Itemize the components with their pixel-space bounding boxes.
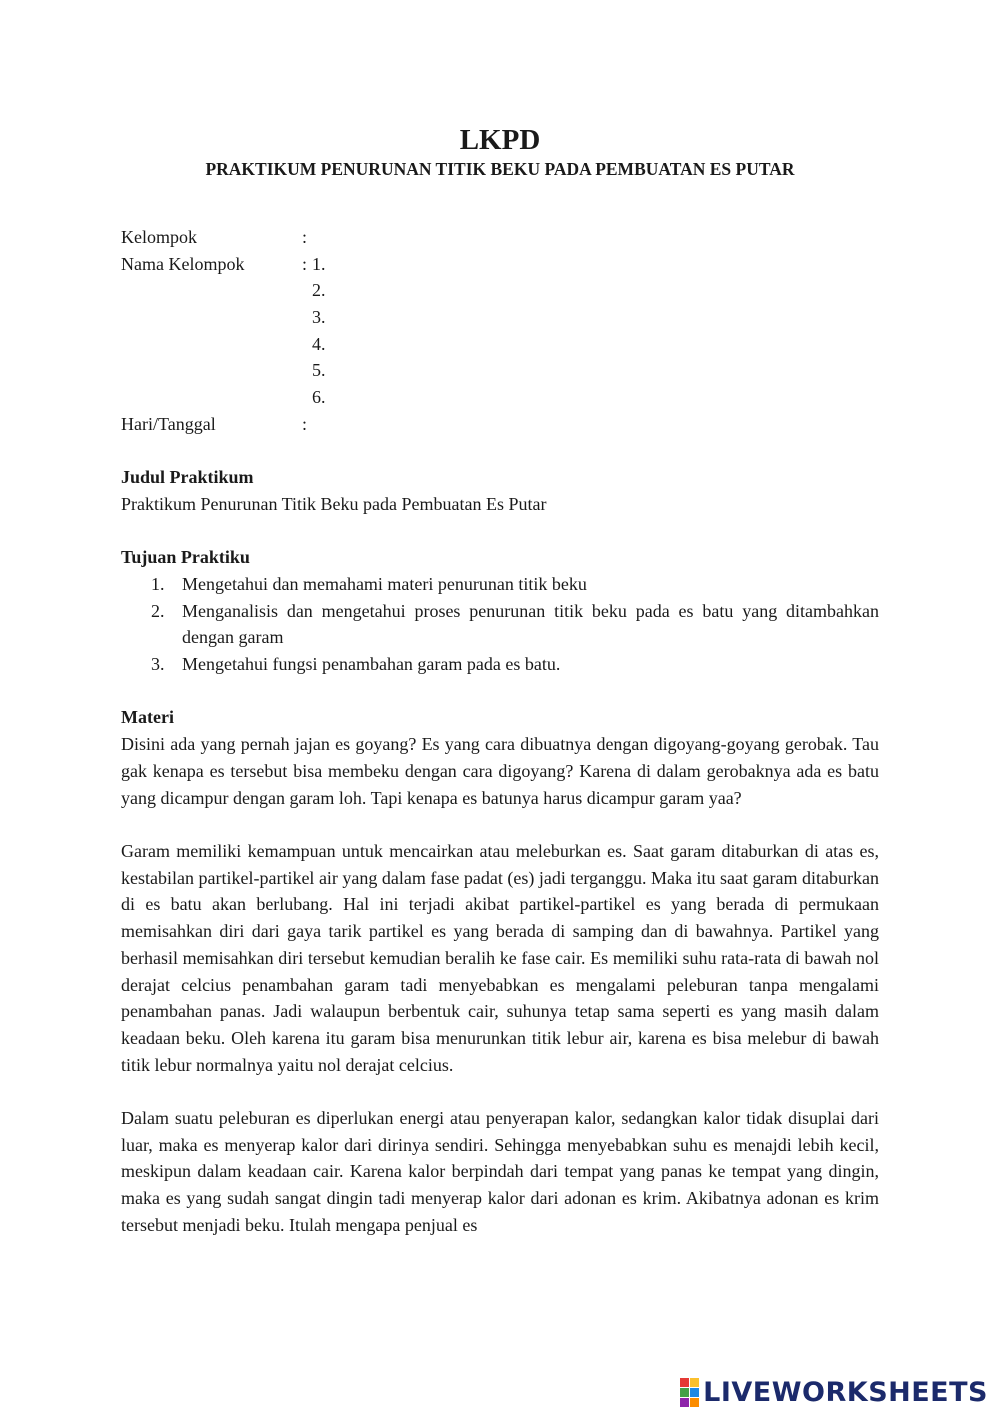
list-item-text: Menganalisis dan mengetahui proses penurunan titik beku pada es batu yang ditambahkan dengan garam bbox=[182, 600, 879, 648]
tanggal-label: Hari/Tanggal bbox=[121, 413, 216, 434]
worksheet-content bbox=[121, 224, 879, 1239]
materi-paragraph: Disini ada yang pernah jajan es goyang? Es yang cara dibuatnya dengan digoyang-goyang gerobak. Tau gak kenapa es tersebut bisa membeku dengan cara digoyang? Karena di dalam gerobaknya ada es batu yang dicampur dengan garam loh. Tapi kenapa es batunya harus dicampur garam yaa? bbox=[121, 734, 879, 808]
nama-kelompok-row bbox=[121, 251, 879, 278]
member-number: 5. bbox=[312, 360, 326, 381]
materi-paragraph: Dalam suatu peleburan es diperlukan energi atau penyerapan kalor, sedangkan kalor tidak disuplai dari luar, maka es menyerap kalor dari dirinya sendiri. Sehingga menyebabkan suhu es menajdi lebih kecil, meskipun dalam keadaan cair. Karena kalor berpindah dari tempat yang panas ke tempat yang dingin, maka es yang sudah sangat dingin tadi menyerap kalor dari adonan es krim. Akibatnya adonan es krim tersebut menjadi beku. Itulah mengapa penjual es bbox=[121, 1108, 879, 1235]
tanggal-separator: : bbox=[302, 413, 308, 434]
list-item bbox=[121, 598, 879, 651]
list-item-number: 2. bbox=[151, 600, 165, 621]
list-item-number: 1. bbox=[151, 573, 165, 594]
nama-kelompok-separator: : bbox=[302, 253, 308, 274]
judul-heading: Judul Praktikum bbox=[121, 467, 254, 488]
page-subtitle: PRAKTIKUM PENURUNAN TITIK BEKU PADA PEMBUATAN ES PUTAR bbox=[205, 159, 795, 179]
liveworksheets-logo bbox=[680, 1375, 988, 1409]
member-row bbox=[121, 384, 879, 411]
member-row bbox=[121, 357, 879, 384]
logo-square bbox=[680, 1398, 689, 1407]
kelompok-separator: : bbox=[302, 227, 308, 247]
tanggal-row bbox=[121, 411, 879, 438]
member-row bbox=[121, 277, 879, 304]
page-title: LKPD bbox=[459, 124, 541, 156]
member-number: 4. bbox=[312, 333, 326, 354]
logo-square bbox=[680, 1388, 689, 1397]
list-item-number: 3. bbox=[151, 654, 165, 675]
materi-paragraph: Garam memiliki kemampuan untuk mencairkan atau meleburkan es. Saat garam ditaburkan di atas es, kestabilan partikel-partikel air yang dalam fase padat (es) jadi terganggu. Maka itu saat garam ditaburkan di es batu akan berlubang. Hal ini terjadi akibat partikel-partikel es yang berada di permukaan memisahkan diri dari gaya tarik partikel es yang berada di samping dan di bawahnya. Partikel yang berhasil memisahkan diri tersebut kemudian beralih ke fase cair. Es memiliki suhu rata-rata di bawah nol derajat celcius penambahan garam tadi menyebabkan es mengalami peleburan tanpa mengalami penambahan panas. Jadi walaupun berbentuk cair, suhunya tetap sama seperti es yang masih dalam keadaan beku. Oleh karena itu garam bisa menurunkan titik lebur air, karena es bisa melebur di bawah titik lebur normalnya yaitu nol derajat celcius. bbox=[121, 840, 879, 1075]
member-number: 6. bbox=[312, 387, 326, 408]
logo-mark-icon bbox=[680, 1378, 699, 1407]
member-number: 1. bbox=[312, 253, 326, 274]
list-item-text: Mengetahui fungsi penambahan garam pada es batu. bbox=[182, 654, 561, 675]
list-item bbox=[121, 651, 879, 678]
judul-text: Praktikum Penurunan Titik Beku pada Pembuatan Es Putar bbox=[121, 493, 547, 514]
member-number: 3. bbox=[312, 307, 326, 328]
logo-square bbox=[690, 1388, 699, 1397]
nama-kelompok-label: Nama Kelompok bbox=[121, 253, 245, 274]
tujuan-list bbox=[121, 571, 879, 678]
list-item-text: Mengetahui dan memahami materi penurunan titik beku bbox=[182, 573, 587, 594]
member-row bbox=[121, 331, 879, 358]
member-row bbox=[121, 304, 879, 331]
logo-text: LIVEWORKSHEETS bbox=[703, 1376, 988, 1408]
logo-square bbox=[690, 1378, 699, 1387]
tujuan-heading: Tujuan Praktiku bbox=[121, 547, 250, 568]
materi-heading: Materi bbox=[121, 707, 174, 728]
list-item bbox=[121, 571, 879, 598]
logo-square bbox=[690, 1398, 699, 1407]
logo-square bbox=[680, 1378, 689, 1387]
member-number: 2. bbox=[312, 280, 326, 301]
kelompok-label: Kelompok bbox=[121, 227, 197, 247]
kelompok-row bbox=[121, 224, 879, 251]
